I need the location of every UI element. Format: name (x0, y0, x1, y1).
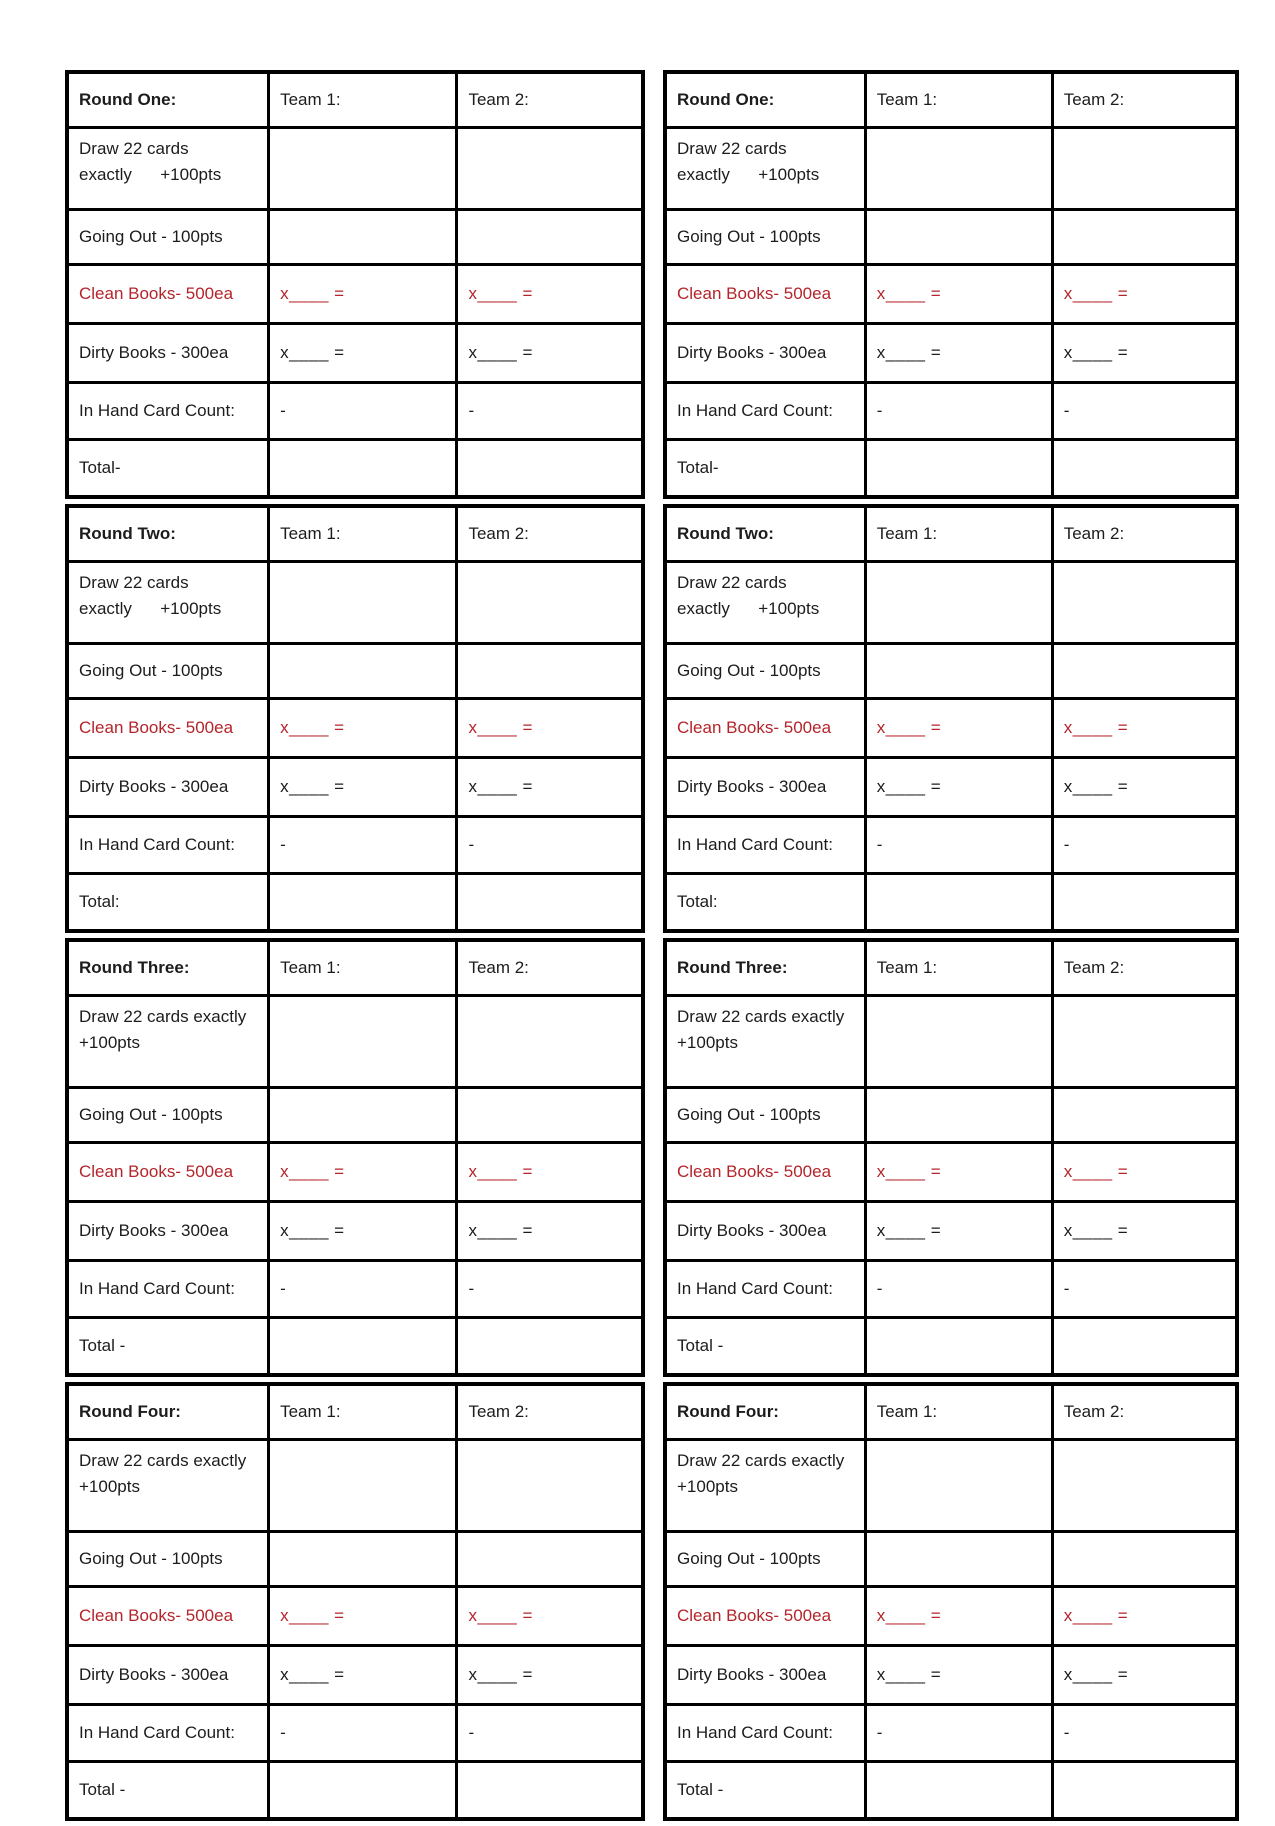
in-hand-cell-team1: - (865, 817, 1052, 874)
draw-bonus-label: Draw 22 cards exactly +100pts (665, 562, 865, 644)
dirty-books-cell-team2: x____ = (457, 1646, 643, 1705)
clean-books-cell-team1: x____ = (865, 699, 1052, 758)
total-row (67, 1762, 643, 1820)
draw-score-cell-team2 (457, 562, 643, 644)
draw-score-cell-team1 (269, 1440, 457, 1532)
total-cell-team2 (457, 874, 643, 932)
dirty-books-label: Dirty Books - 300ea (67, 1202, 269, 1261)
going-out-cell-team1 (865, 210, 1052, 265)
total-row (665, 874, 1237, 932)
in-hand-row (67, 1705, 643, 1762)
total-row (67, 1318, 643, 1376)
total-cell-team1 (865, 440, 1052, 498)
total-row (665, 1762, 1237, 1820)
dirty-books-cell-team2: x____ = (457, 758, 643, 817)
team2-header: Team 2: (1052, 506, 1237, 562)
dirty-books-label: Dirty Books - 300ea (67, 324, 269, 383)
dirty-books-label: Dirty Books - 300ea (67, 758, 269, 817)
round-title: Round Three: (665, 940, 865, 996)
draw-bonus-row (665, 1440, 1237, 1532)
clean-books-cell-team1: x____ = (269, 265, 457, 324)
in-hand-cell-team2: - (457, 1261, 643, 1318)
going-out-cell-team2 (1052, 1532, 1237, 1587)
draw-bonus-row (665, 562, 1237, 644)
round-four-header-row (665, 1384, 1237, 1440)
dirty-books-row (665, 1202, 1237, 1261)
clean-books-row (67, 699, 643, 758)
dirty-books-cell-team2: x____ = (1052, 1646, 1237, 1705)
in-hand-label: In Hand Card Count: (67, 383, 269, 440)
going-out-label: Going Out - 100pts (67, 210, 269, 265)
going-out-row (67, 644, 643, 699)
total-cell-team1 (269, 1318, 457, 1376)
clean-books-row (665, 265, 1237, 324)
in-hand-cell-team2: - (457, 1705, 643, 1762)
round-title: Round One: (67, 72, 269, 128)
round-two-header-row (665, 506, 1237, 562)
dirty-books-row (665, 324, 1237, 383)
going-out-cell-team1 (269, 1532, 457, 1587)
total-label: Total - (665, 1762, 865, 1820)
going-out-label: Going Out - 100pts (67, 1088, 269, 1143)
draw-bonus-label: Draw 22 cards exactly +100pts (67, 562, 269, 644)
draw-score-cell-team2 (457, 996, 643, 1088)
draw-score-cell-team2 (1052, 128, 1237, 210)
going-out-label: Going Out - 100pts (665, 1088, 865, 1143)
clean-books-label: Clean Books- 500ea (665, 1587, 865, 1646)
in-hand-cell-team2: - (1052, 383, 1237, 440)
in-hand-cell-team1: - (269, 1261, 457, 1318)
total-cell-team2 (1052, 1762, 1237, 1820)
clean-books-cell-team1: x____ = (865, 1587, 1052, 1646)
going-out-label: Going Out - 100pts (67, 644, 269, 699)
total-cell-team2 (1052, 1318, 1237, 1376)
team2-header: Team 2: (457, 1384, 643, 1440)
clean-books-cell-team1: x____ = (269, 1587, 457, 1646)
going-out-cell-team2 (457, 1088, 643, 1143)
dirty-books-cell-team1: x____ = (269, 324, 457, 383)
round-title: Round Three: (67, 940, 269, 996)
in-hand-cell-team1: - (865, 1705, 1052, 1762)
draw-score-cell-team2 (457, 1440, 643, 1532)
round-four-table (65, 1382, 645, 1821)
team1-header: Team 1: (269, 72, 457, 128)
draw-bonus-row (67, 562, 643, 644)
draw-score-cell-team1 (269, 128, 457, 210)
draw-bonus-row (67, 1440, 643, 1532)
clean-books-cell-team1: x____ = (269, 699, 457, 758)
going-out-cell-team2 (457, 1532, 643, 1587)
going-out-cell-team2 (457, 644, 643, 699)
team2-header: Team 2: (1052, 72, 1237, 128)
draw-bonus-row (665, 128, 1237, 210)
clean-books-cell-team1: x____ = (269, 1143, 457, 1202)
clean-books-label: Clean Books- 500ea (67, 265, 269, 324)
going-out-row (665, 1532, 1237, 1587)
draw-bonus-label: Draw 22 cards exactly +100pts (665, 996, 865, 1088)
draw-bonus-row (665, 996, 1237, 1088)
draw-score-cell-team1 (865, 996, 1052, 1088)
clean-books-cell-team2: x____ = (1052, 1143, 1237, 1202)
in-hand-cell-team1: - (865, 1261, 1052, 1318)
team2-header: Team 2: (457, 506, 643, 562)
in-hand-row (67, 383, 643, 440)
round-two-table (663, 504, 1239, 933)
in-hand-row (67, 1261, 643, 1318)
in-hand-cell-team2: - (1052, 1261, 1237, 1318)
sheet-copy-left (65, 70, 645, 1826)
going-out-row (665, 1088, 1237, 1143)
round-three-header-row (67, 940, 643, 996)
going-out-cell-team1 (269, 644, 457, 699)
dirty-books-row (665, 758, 1237, 817)
going-out-label: Going Out - 100pts (67, 1532, 269, 1587)
in-hand-row (665, 383, 1237, 440)
in-hand-cell-team2: - (457, 383, 643, 440)
in-hand-label: In Hand Card Count: (665, 1705, 865, 1762)
going-out-cell-team2 (1052, 644, 1237, 699)
round-one-header-row (67, 72, 643, 128)
in-hand-cell-team1: - (865, 383, 1052, 440)
going-out-cell-team2 (1052, 210, 1237, 265)
team1-header: Team 1: (865, 506, 1052, 562)
in-hand-label: In Hand Card Count: (67, 1261, 269, 1318)
total-cell-team1 (865, 1318, 1052, 1376)
total-cell-team1 (865, 1762, 1052, 1820)
total-row (67, 440, 643, 498)
dirty-books-row (665, 1646, 1237, 1705)
dirty-books-row (67, 1202, 643, 1261)
clean-books-cell-team1: x____ = (865, 1143, 1052, 1202)
dirty-books-cell-team1: x____ = (269, 1202, 457, 1261)
total-cell-team2 (1052, 874, 1237, 932)
total-cell-team2 (1052, 440, 1237, 498)
draw-score-cell-team1 (865, 562, 1052, 644)
dirty-books-label: Dirty Books - 300ea (67, 1646, 269, 1705)
total-row (67, 874, 643, 932)
in-hand-row (665, 817, 1237, 874)
going-out-cell-team2 (457, 210, 643, 265)
dirty-books-cell-team1: x____ = (865, 1202, 1052, 1261)
draw-score-cell-team2 (1052, 996, 1237, 1088)
total-label: Total: (665, 874, 865, 932)
clean-books-row (67, 265, 643, 324)
clean-books-cell-team2: x____ = (1052, 265, 1237, 324)
total-cell-team1 (269, 1762, 457, 1820)
in-hand-cell-team2: - (457, 817, 643, 874)
round-title: Round Four: (665, 1384, 865, 1440)
round-title: Round Four: (67, 1384, 269, 1440)
draw-score-cell-team2 (1052, 562, 1237, 644)
total-cell-team1 (269, 440, 457, 498)
going-out-cell-team1 (865, 1088, 1052, 1143)
clean-books-cell-team2: x____ = (1052, 1587, 1237, 1646)
total-row (665, 1318, 1237, 1376)
total-label: Total - (67, 1318, 269, 1376)
round-four-table (663, 1382, 1239, 1821)
draw-score-cell-team1 (269, 996, 457, 1088)
in-hand-row (67, 817, 643, 874)
dirty-books-label: Dirty Books - 300ea (665, 758, 865, 817)
total-label: Total - (67, 1762, 269, 1820)
dirty-books-row (67, 758, 643, 817)
draw-score-cell-team1 (269, 562, 457, 644)
round-one-table (65, 70, 645, 499)
dirty-books-label: Dirty Books - 300ea (665, 1202, 865, 1261)
dirty-books-cell-team1: x____ = (269, 1646, 457, 1705)
clean-books-label: Clean Books- 500ea (67, 1143, 269, 1202)
draw-score-cell-team2 (457, 128, 643, 210)
dirty-books-cell-team1: x____ = (269, 758, 457, 817)
dirty-books-cell-team2: x____ = (457, 1202, 643, 1261)
draw-score-cell-team1 (865, 128, 1052, 210)
total-cell-team1 (865, 874, 1052, 932)
dirty-books-label: Dirty Books - 300ea (665, 324, 865, 383)
dirty-books-cell-team1: x____ = (865, 1646, 1052, 1705)
team2-header: Team 2: (457, 72, 643, 128)
in-hand-row (665, 1705, 1237, 1762)
going-out-row (665, 644, 1237, 699)
draw-score-cell-team2 (1052, 1440, 1237, 1532)
total-label: Total- (665, 440, 865, 498)
round-two-table (65, 504, 645, 933)
dirty-books-cell-team2: x____ = (1052, 1202, 1237, 1261)
team2-header: Team 2: (1052, 940, 1237, 996)
going-out-row (67, 1088, 643, 1143)
in-hand-cell-team1: - (269, 817, 457, 874)
team1-header: Team 1: (865, 72, 1052, 128)
round-two-header-row (67, 506, 643, 562)
clean-books-cell-team2: x____ = (457, 1587, 643, 1646)
dirty-books-cell-team2: x____ = (1052, 324, 1237, 383)
going-out-cell-team1 (269, 1088, 457, 1143)
in-hand-label: In Hand Card Count: (665, 1261, 865, 1318)
total-cell-team2 (457, 1318, 643, 1376)
total-label: Total: (67, 874, 269, 932)
dirty-books-row (67, 1646, 643, 1705)
round-title: Round One: (665, 72, 865, 128)
clean-books-cell-team2: x____ = (457, 1143, 643, 1202)
clean-books-label: Clean Books- 500ea (67, 699, 269, 758)
in-hand-label: In Hand Card Count: (67, 1705, 269, 1762)
draw-bonus-label: Draw 22 cards exactly +100pts (665, 128, 865, 210)
round-title: Round Two: (67, 506, 269, 562)
clean-books-row (67, 1143, 643, 1202)
clean-books-cell-team2: x____ = (457, 699, 643, 758)
draw-bonus-label: Draw 22 cards exactly +100pts (665, 1440, 865, 1532)
team2-header: Team 2: (457, 940, 643, 996)
draw-bonus-row (67, 128, 643, 210)
round-four-header-row (67, 1384, 643, 1440)
in-hand-label: In Hand Card Count: (67, 817, 269, 874)
clean-books-cell-team1: x____ = (865, 265, 1052, 324)
total-label: Total- (67, 440, 269, 498)
team1-header: Team 1: (269, 940, 457, 996)
dirty-books-cell-team1: x____ = (865, 324, 1052, 383)
team1-header: Team 1: (269, 506, 457, 562)
team2-header: Team 2: (1052, 1384, 1237, 1440)
clean-books-label: Clean Books- 500ea (665, 265, 865, 324)
dirty-books-cell-team2: x____ = (457, 324, 643, 383)
round-title: Round Two: (665, 506, 865, 562)
total-cell-team2 (457, 440, 643, 498)
dirty-books-cell-team2: x____ = (1052, 758, 1237, 817)
clean-books-cell-team2: x____ = (457, 265, 643, 324)
draw-bonus-row (67, 996, 643, 1088)
clean-books-row (67, 1587, 643, 1646)
round-three-table (65, 938, 645, 1377)
in-hand-label: In Hand Card Count: (665, 383, 865, 440)
round-one-header-row (665, 72, 1237, 128)
clean-books-row (665, 1587, 1237, 1646)
in-hand-label: In Hand Card Count: (665, 817, 865, 874)
total-label: Total - (665, 1318, 865, 1376)
team1-header: Team 1: (865, 940, 1052, 996)
going-out-cell-team1 (865, 644, 1052, 699)
clean-books-label: Clean Books- 500ea (67, 1587, 269, 1646)
going-out-cell-team1 (269, 210, 457, 265)
going-out-row (67, 210, 643, 265)
draw-bonus-label: Draw 22 cards exactly +100pts (67, 996, 269, 1088)
going-out-row (67, 1532, 643, 1587)
dirty-books-cell-team1: x____ = (865, 758, 1052, 817)
going-out-row (665, 210, 1237, 265)
clean-books-label: Clean Books- 500ea (665, 699, 865, 758)
going-out-label: Going Out - 100pts (665, 210, 865, 265)
dirty-books-row (67, 324, 643, 383)
going-out-cell-team1 (865, 1532, 1052, 1587)
going-out-label: Going Out - 100pts (665, 644, 865, 699)
clean-books-label: Clean Books- 500ea (665, 1143, 865, 1202)
round-three-header-row (665, 940, 1237, 996)
total-row (665, 440, 1237, 498)
draw-score-cell-team1 (865, 1440, 1052, 1532)
sheet-copy-right (663, 70, 1239, 1826)
in-hand-cell-team2: - (1052, 817, 1237, 874)
team1-header: Team 1: (269, 1384, 457, 1440)
total-cell-team2 (457, 1762, 643, 1820)
clean-books-cell-team2: x____ = (1052, 699, 1237, 758)
in-hand-cell-team1: - (269, 1705, 457, 1762)
total-cell-team1 (269, 874, 457, 932)
draw-bonus-label: Draw 22 cards exactly +100pts (67, 1440, 269, 1532)
going-out-cell-team2 (1052, 1088, 1237, 1143)
dirty-books-label: Dirty Books - 300ea (665, 1646, 865, 1705)
in-hand-cell-team2: - (1052, 1705, 1237, 1762)
round-three-table (663, 938, 1239, 1377)
clean-books-row (665, 1143, 1237, 1202)
in-hand-cell-team1: - (269, 383, 457, 440)
draw-bonus-label: Draw 22 cards exactly +100pts (67, 128, 269, 210)
round-one-table (663, 70, 1239, 499)
going-out-label: Going Out - 100pts (665, 1532, 865, 1587)
team1-header: Team 1: (865, 1384, 1052, 1440)
in-hand-row (665, 1261, 1237, 1318)
clean-books-row (665, 699, 1237, 758)
